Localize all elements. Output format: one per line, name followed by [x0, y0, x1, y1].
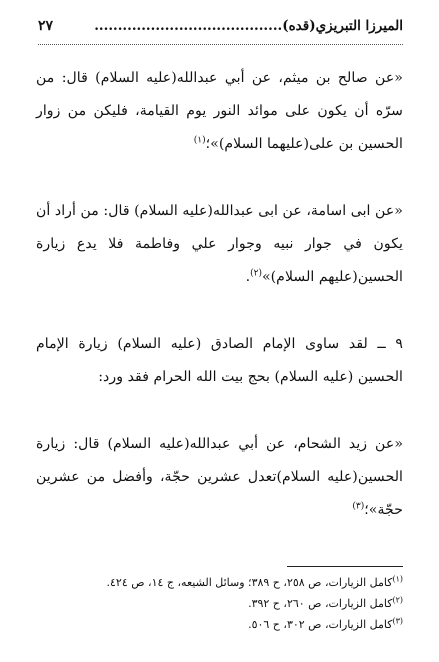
footnote-1-text: كامل الزيارات، ص ٢٥٨، ح ٣٨٩؛ وسائل الشيعه، ج ١٤، ص ٤٢٤. [106, 576, 393, 589]
footnote-1-number: (١) [392, 574, 403, 584]
page-number: ٢٧ [38, 18, 54, 34]
footnote-3 [36, 614, 403, 635]
page-header [38, 18, 403, 45]
footnote-3-number: (٣) [392, 616, 403, 626]
footnote-2 [36, 593, 403, 614]
hadith-paragraph-2 [36, 195, 403, 294]
footnotes [36, 572, 403, 635]
paragraph-2-text: «عن ابى اسامة، عن ابى عبدالله(عليه السلام) قال: من أراد أن يكون في جوار نبيه وجوار علي وفاطمة فلا يدع زيارة الحسين(عليهم السلام)» [36, 203, 403, 285]
hadith-paragraph-1 [36, 62, 403, 161]
footnote-separator [287, 566, 403, 567]
footnote-ref-3: (٣) [352, 501, 365, 512]
footnote-3-text: كامل الزيارات، ص ٣٠٢، ح ٥٠٦. [248, 618, 393, 631]
footnote-ref-1: (١) [193, 135, 206, 146]
paragraph-1-text: «عن صالح بن ميثم، عن أبي عبدالله(عليه السلام) قال: من سرّه أن يكون على موائد النور يوم القيامة، فليكن من زوار الحسين بن على(عليهما السلام)»؛ [36, 70, 403, 152]
footnote-1 [36, 572, 403, 593]
paragraph-2-tail: . [245, 269, 251, 285]
running-title: الميرزا التبريزي(قده)........................................ [94, 18, 403, 34]
section-9-paragraph [36, 328, 403, 394]
footnote-2-number: (٢) [392, 595, 403, 605]
footnote-ref-2: (٢) [250, 268, 262, 279]
main-text [36, 62, 403, 527]
footnote-2-text: كامل الزيارات، ص ٢٦٠، ح ٣٩٢. [248, 597, 393, 610]
paragraph-4-text: «عن زيد الشحام، عن أبي عبدالله(عليه السلام) قال: زيارة الحسين(عليه السلام)تعدل عشرين حجّة، وأفضل من عشرين حجّة»؛ [36, 436, 403, 518]
paragraph-3-text: ٩ ــ لقد ساوى الإمام الصادق (عليه السلام) زيارة الإمام الحسين (عليه السلام) بحج بيت الله الحرام فقد ورد: [36, 336, 403, 385]
hadith-paragraph-3 [36, 428, 403, 527]
